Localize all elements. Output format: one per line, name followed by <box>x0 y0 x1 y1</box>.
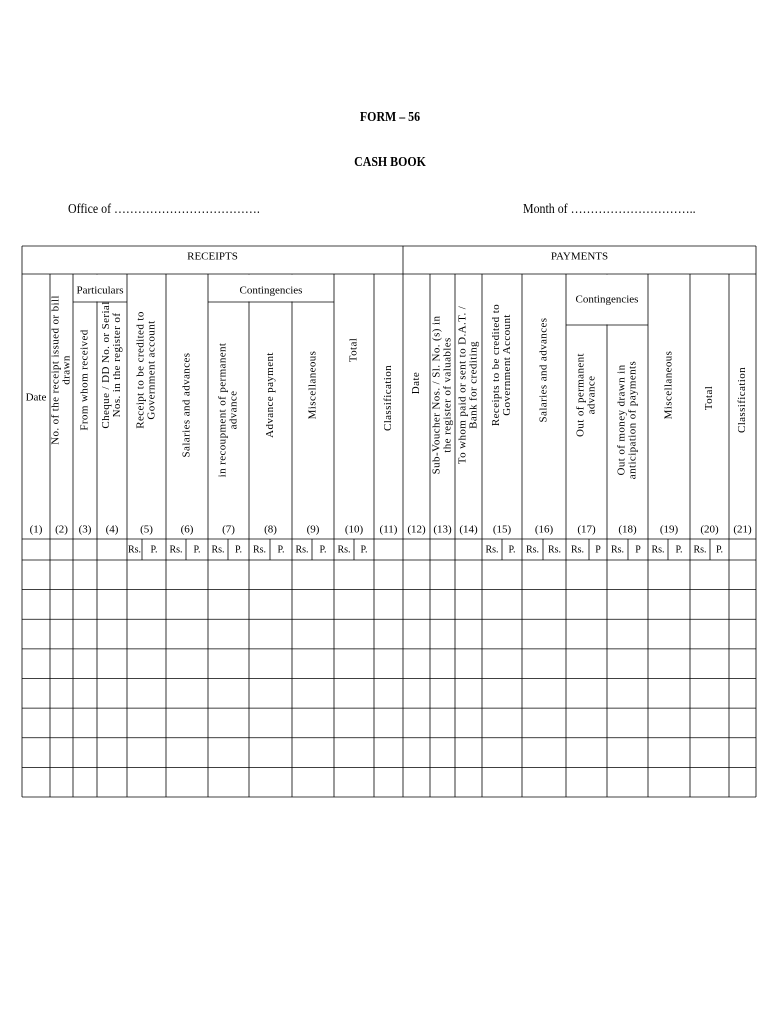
column-number-3: (3) <box>78 523 92 536</box>
column-heading-2: drawn <box>60 355 73 385</box>
column-heading-2: No. of the receipt issued or bill <box>49 295 62 445</box>
rs-label: Rs. <box>570 544 585 556</box>
column-heading-9: Miscellaneous <box>306 350 319 420</box>
column-heading-16: Salaries and advances <box>537 317 550 423</box>
column-number-6: (6) <box>180 523 194 536</box>
rs-label: Rs. <box>485 544 499 556</box>
p-label: P. <box>319 544 327 556</box>
column-heading-12: Date <box>410 371 423 395</box>
form-number: FORM – 56 <box>359 110 421 125</box>
column-heading-20: Total <box>703 385 716 411</box>
column-heading-4: Nos. in the register of <box>111 312 124 418</box>
column-heading-5: Government account <box>145 320 158 420</box>
column-number-21: (21) <box>733 523 752 536</box>
column-heading-17: advance <box>585 375 598 415</box>
receipts-header: RECEIPTS <box>187 250 238 263</box>
p-label: P. <box>193 544 201 556</box>
column-heading-15: Government Account <box>501 314 514 416</box>
p-label: P. <box>675 544 683 556</box>
contingencies-header: Contingencies <box>239 284 303 297</box>
column-heading-6: Salaries and advances <box>180 352 193 458</box>
column-number-5: (5) <box>140 523 153 536</box>
column-heading-17: Out of permanent <box>574 353 587 437</box>
column-heading-21: Classification <box>736 366 749 434</box>
column-heading-7: advance <box>227 390 240 430</box>
column-number-7: (7) <box>222 523 235 536</box>
column-heading-11: Classification <box>382 364 395 432</box>
rs-label: Rs. <box>337 544 351 556</box>
column-heading-1: Date <box>25 391 47 404</box>
rs-label: Rs. <box>127 544 142 556</box>
rs-label: Rs. <box>295 544 309 556</box>
column-number-1: (1) <box>29 523 43 536</box>
column-number-13: (13) <box>433 523 452 536</box>
column-number-20: (20) <box>700 523 719 536</box>
column-number-14: (14) <box>459 523 478 536</box>
column-heading-19: Miscellaneous <box>662 350 675 420</box>
p-label: P. <box>716 544 723 556</box>
column-number-19: (19) <box>659 523 679 536</box>
p-label: P. <box>360 544 368 556</box>
column-heading-5: Receipt to be credited to <box>134 311 147 429</box>
form-title: CASH BOOK <box>354 155 426 170</box>
column-number-11: (11) <box>379 523 398 536</box>
column-heading-13: the register of valuables <box>441 337 454 453</box>
column-heading-18: Out of money drawn in <box>615 364 628 476</box>
office-of-field: Office of ………………………………. <box>68 202 260 217</box>
rs-label: Rs. <box>525 544 540 556</box>
month-of-field: Month of ………………………….. <box>523 202 696 217</box>
payments-header: PAYMENTS <box>550 250 609 263</box>
rs-label: Rs. <box>211 544 225 556</box>
column-heading-8: Advance payment <box>264 352 277 438</box>
p-label: P. <box>277 544 285 556</box>
p-label: P <box>635 544 641 556</box>
rs-label: Rs. <box>693 544 707 556</box>
p-label: P. <box>150 544 158 556</box>
rs-label: Rs. <box>651 544 665 556</box>
rs-label: Rs. <box>169 544 183 556</box>
column-number-17: (17) <box>577 523 596 536</box>
column-number-10: (10) <box>344 523 364 536</box>
column-heading-18: anticipation of payments <box>626 360 639 480</box>
p-label: P. <box>508 544 516 556</box>
p-label: Rs. <box>547 544 562 556</box>
column-number-12: (12) <box>407 523 426 536</box>
rs-label: Rs. <box>610 544 625 556</box>
particulars-header: Particulars <box>76 284 124 297</box>
rs-label: Rs. <box>252 544 267 556</box>
column-number-18: (18) <box>618 523 637 536</box>
column-heading-14: To whom paid or sent to D.A.T. / <box>456 305 469 465</box>
column-heading-15: Receipts to be credited to <box>490 303 503 427</box>
column-heading-13: Sub-Voucher Nos. / Sl. No. (s) in <box>430 315 443 475</box>
column-number-8: (8) <box>264 523 277 536</box>
column-heading-4: Cheque / DD No. or Serial <box>100 301 113 429</box>
column-heading-10: Total <box>347 337 360 363</box>
p-label: P <box>595 544 601 556</box>
p-label: P. <box>235 544 242 556</box>
column-heading-7: in recoupment of permanent <box>216 342 229 478</box>
column-number-9: (9) <box>306 523 320 536</box>
column-number-4: (4) <box>105 523 119 536</box>
column-number-16: (16) <box>534 523 554 536</box>
column-number-15: (15) <box>492 523 512 536</box>
contingencies-header: Contingencies <box>575 293 639 306</box>
column-heading-14: Bank for crediting <box>467 341 480 429</box>
column-heading-3: From whom received <box>78 329 91 431</box>
column-number-2: (2) <box>55 523 68 536</box>
